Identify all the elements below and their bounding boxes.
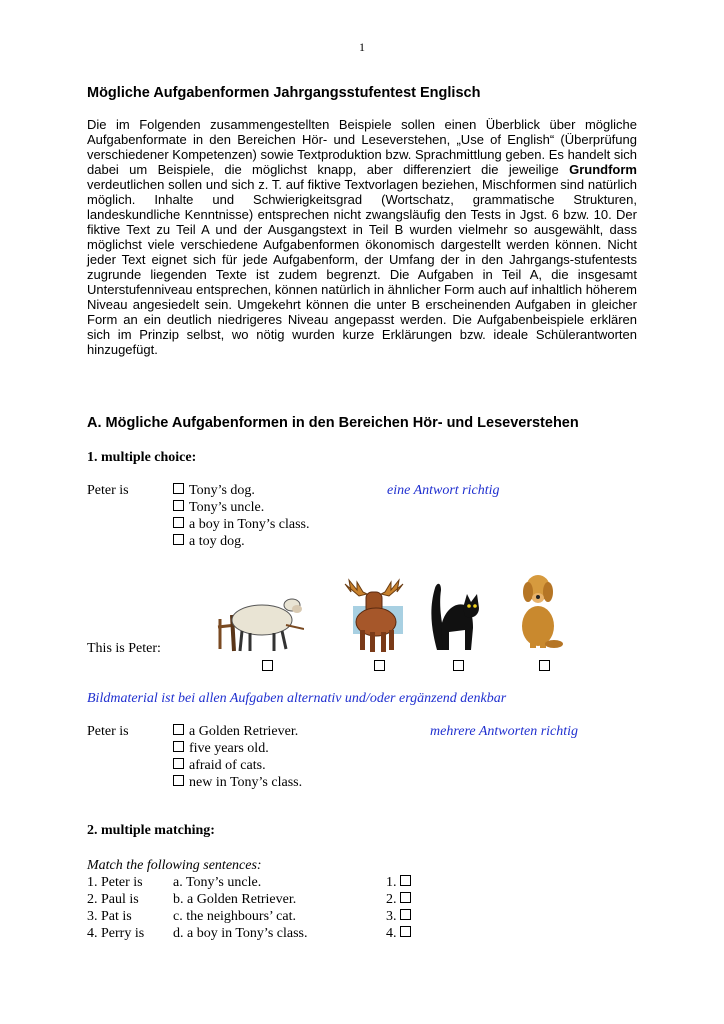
intro-paragraph	[87, 117, 637, 357]
matching-answer-number: 4.	[386, 926, 397, 941]
checkbox[interactable]	[173, 534, 184, 545]
mc-option-label: Tony’s dog.	[189, 483, 255, 498]
mc2-option-label: new in Tony’s class.	[189, 775, 303, 790]
matching-left-column	[87, 874, 144, 942]
mc-stem: Peter is	[87, 483, 129, 498]
checkbox[interactable]	[539, 660, 550, 671]
checkbox[interactable]	[173, 724, 184, 735]
checkbox[interactable]	[400, 926, 411, 937]
matching-instruction: Match the following sentences:	[87, 858, 262, 873]
matching-answer-number: 1.	[386, 875, 397, 890]
matching-right-item: b. a Golden Retriever.	[173, 892, 297, 907]
mc-option-label: Tony’s uncle.	[189, 500, 265, 515]
sheep-icon	[212, 585, 304, 653]
matching-right-column	[173, 874, 307, 942]
checkbox[interactable]	[173, 500, 184, 511]
mc2-option[interactable]	[173, 774, 302, 791]
matching-heading: 2. multiple matching:	[87, 823, 215, 838]
document-title: Mögliche Aufgabenformen Jahrgangsstufentest Englisch	[87, 85, 481, 101]
checkbox[interactable]	[173, 758, 184, 769]
matching-answer[interactable]	[386, 874, 416, 891]
mc2-option-label: five years old.	[189, 741, 269, 756]
mc-option[interactable]	[173, 499, 309, 516]
checkbox[interactable]	[173, 741, 184, 752]
mc2-options	[173, 723, 302, 791]
checkbox[interactable]	[374, 660, 385, 671]
matching-answer[interactable]	[386, 908, 416, 925]
mc-option-label: a boy in Tony’s class.	[189, 517, 310, 532]
mc-heading: 1. multiple choice:	[87, 450, 197, 465]
matching-left-item: 4. Perry is	[87, 926, 145, 941]
picture-checkbox[interactable]	[262, 658, 278, 676]
matching-right-item: c. the neighbours’ cat.	[173, 909, 296, 924]
matching-answer-column	[386, 874, 416, 942]
mc-option[interactable]	[173, 482, 309, 499]
mc2-option-label: a Golden Retriever.	[189, 724, 299, 739]
checkbox[interactable]	[453, 660, 464, 671]
matching-left-item: 1. Peter is	[87, 875, 143, 890]
checkbox[interactable]	[173, 775, 184, 786]
matching-left-item: 3. Pat is	[87, 909, 132, 924]
pictures-note: Bildmaterial ist bei allen Aufgaben alternativ und/oder ergänzend denkbar	[87, 691, 507, 706]
picture-checkbox[interactable]	[539, 658, 555, 676]
intro-text-2: verdeutlichen sollen und sich z. T. auf fiktive Textvorlagen beziehen, Mischformen sind natürlich möglich. Inhalte und Schwierigkeitsgrad (Wortschatz, grammatische Strukturen, landeskundliche Kenntnisse) entsprechen nicht zwangsläufig den Tests in Jgst. 6 bzw. 10. Der fiktive Text zu Teil A und der Ausgangstext in Teil B wurden vielmehr so ausgewählt, dass möglichst viele verschiedene Aufgabenformen ökonomisch dargestellt werden können. Nicht jeder Text eignet sich für jede Aufgabenform, der Umfang der in den Jahrgangs-stufentests zugrunde liegenden Texte ist zudem begrenzt. Die Aufgaben in Teil A, die insgesamt Unterstufenniveau entsprechen, können natürlich in ähnlicher Form auch auf inhaltlich höherem Niveau angesiedelt sein. Umgekehrt können die unter B erscheinenden Aufgaben in gleicher Form an ein deutlich niedrigeres Niveau angepasst werden. Die Aufgabenbeispiele erklären sich im Prinzip selbst, wo nötig wurden kurze Erklärungen bzw. ideale Schülerantworten hinzugefügt.	[87, 177, 637, 357]
checkbox[interactable]	[400, 909, 411, 920]
cat-icon	[427, 578, 485, 654]
matching-answer-number: 2.	[386, 892, 397, 907]
checkbox[interactable]	[400, 875, 411, 886]
mc2-option[interactable]	[173, 740, 302, 757]
mc2-stem: Peter is	[87, 724, 129, 739]
matching-answer[interactable]	[386, 891, 416, 908]
mc-options	[173, 482, 309, 550]
intro-bold-term: Grundform	[569, 162, 637, 177]
checkbox[interactable]	[173, 483, 184, 494]
page-number: 1	[359, 40, 365, 54]
mc-option[interactable]	[173, 516, 309, 533]
checkbox[interactable]	[173, 517, 184, 528]
mc-option-label: a toy dog.	[189, 534, 245, 549]
intro-text-1: Die im Folgenden zusammengestellten Beispiele sollen einen Überblick über mögliche Aufgabenformate in den Bereichen Hör- und Leseverstehen, „Use of English“ (Überprüfung verschiedener Kompetenzen) sowie Textproduktion bzw. Sprachmittlung geben. Es handelt sich dabei um Beispiele, die möglichst knapp, aber differenziert die jeweilige	[87, 117, 637, 177]
mc-option[interactable]	[173, 533, 309, 550]
checkbox[interactable]	[262, 660, 273, 671]
mc2-note: mehrere Antworten richtig	[430, 724, 579, 739]
pictures-label: This is Peter:	[87, 641, 161, 656]
matching-right-item: a. Tony’s uncle.	[173, 875, 262, 890]
moose-icon	[343, 578, 405, 654]
matching-answer[interactable]	[386, 925, 416, 942]
picture-checkbox[interactable]	[453, 658, 469, 676]
matching-right-item: d. a boy in Tony’s class.	[173, 926, 308, 941]
matching-left-item: 2. Paul is	[87, 892, 139, 907]
picture-checkbox[interactable]	[374, 658, 390, 676]
mc2-option[interactable]	[173, 757, 302, 774]
checkbox[interactable]	[400, 892, 411, 903]
mc2-option-label: afraid of cats.	[189, 758, 266, 773]
matching-answer-number: 3.	[386, 909, 397, 924]
dog-icon	[516, 568, 566, 650]
section-a-heading: A. Mögliche Aufgabenformen in den Bereichen Hör- und Leseverstehen	[87, 415, 579, 431]
mc-note: eine Antwort richtig	[387, 483, 500, 498]
mc2-option[interactable]	[173, 723, 302, 740]
